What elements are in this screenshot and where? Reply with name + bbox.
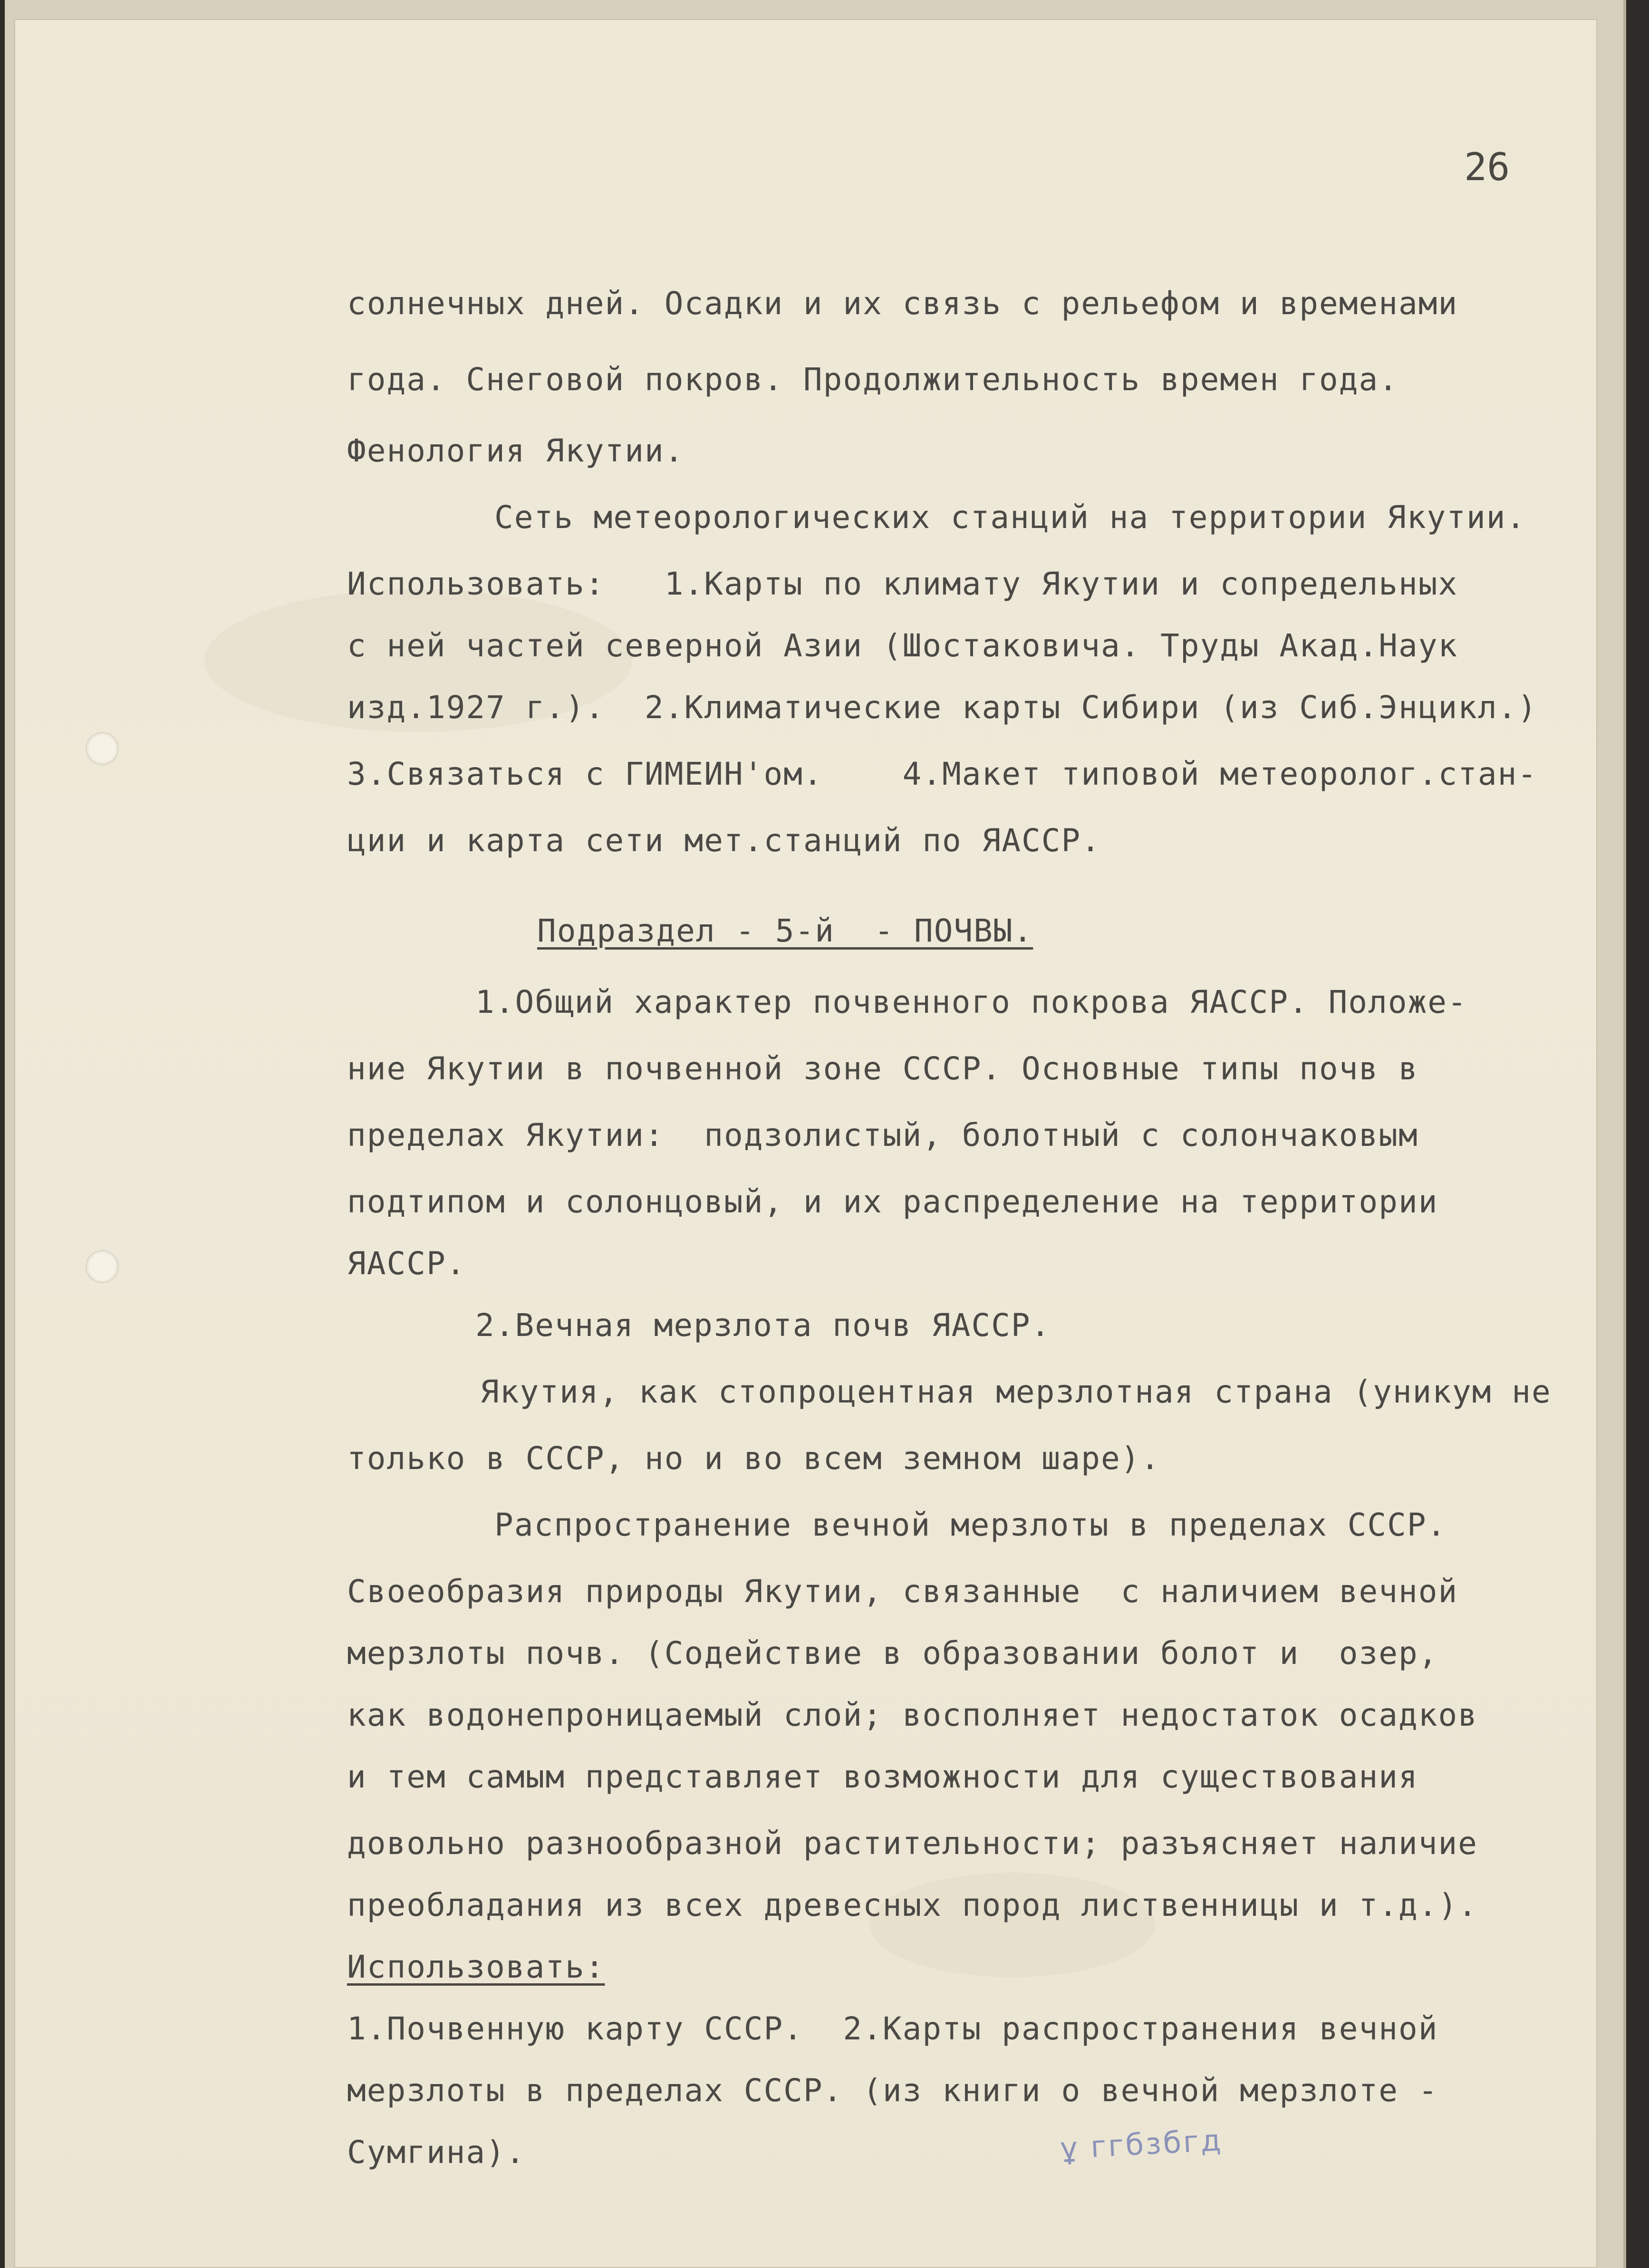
text-line: Своеобразия природы Якутии, связанные с наличием вечной [347,1573,1458,1610]
text-line: Использовать: 1.Карты по климату Якутии и сопредельных [347,566,1458,602]
text-line: 1.Почвенную карту СССР. 2.Карты распространения вечной [347,2010,1438,2047]
text-line: как водонепроницаемый слой; восполняет недостаток осадков [347,1697,1478,1733]
text-line: ние Якутии в почвенной зоне СССР. Основные типы почв в [347,1050,1418,1087]
typewritten-text [14,19,1597,2253]
text-line: Сумгина). [347,2134,526,2171]
text-line: ЯАССР. [347,1245,466,1282]
text-line: ции и карта сети мет.станций по ЯАССР. [347,822,1101,859]
text-line: 2.Вечная мерзлота почв ЯАССР. [475,1307,1051,1344]
text-line: изд.1927 г.). 2.Климатические карты Сибири (из Сиб.Энцикл.) [347,689,1538,726]
page-number: 26 [1464,145,1510,189]
text-line: мерзлоты почв. (Содействие в образовании болот и озер, [347,1635,1438,1672]
document-page [14,19,1597,2268]
pencil-annotation: ұ ггбзбгд [1059,2123,1224,2166]
text-line: 1.Общий характер почвенного покрова ЯАССР. Положе- [475,984,1467,1020]
text-line: с ней частей северной Азии (Шостаковича. Труды Акад.Наук [347,627,1458,664]
text-line: подтипом и солонцовый, и их распределение на территории [347,1183,1438,1220]
text-line: преобладания из всех древесных пород лиственницы и т.д.). [347,1887,1478,1923]
text-line: пределах Якутии: подзолистый, болотный с солончаковым [347,1117,1418,1153]
text-line: солнечных дней. Осадки и их связь с рельефом и временами [347,285,1458,322]
text-line: мерзлоты в пределах СССР. (из книги о вечной мерзлоте - [347,2072,1438,2109]
text-line: Якутия, как стопроцентная мерзлотная страна (уникум не [480,1374,1552,1410]
subheading: Использовать: [347,1949,605,1985]
text-line: Фенология Якутии. [347,432,685,469]
text-line: Сеть метеорологических станций на территории Якутии. [494,499,1526,536]
text-line: и тем самым представляет возможности для существования [347,1759,1418,1795]
text-line: Распространение вечной мерзлоты в пределах СССР. [494,1507,1447,1543]
text-line: 3.Связаться с ГИМЕИН'ом. 4.Макет типовой метеоролог.стан- [347,756,1538,792]
text-line: довольно разнообразной растительности; разъясняет наличие [347,1825,1478,1862]
text-line: только в СССР, но и во всем земном шаре). [347,1440,1161,1477]
text-line: года. Снеговой покров. Продолжительность времен года. [347,361,1398,398]
section-heading: Подраздел - 5-й - ПОЧВЫ. [537,913,1033,949]
